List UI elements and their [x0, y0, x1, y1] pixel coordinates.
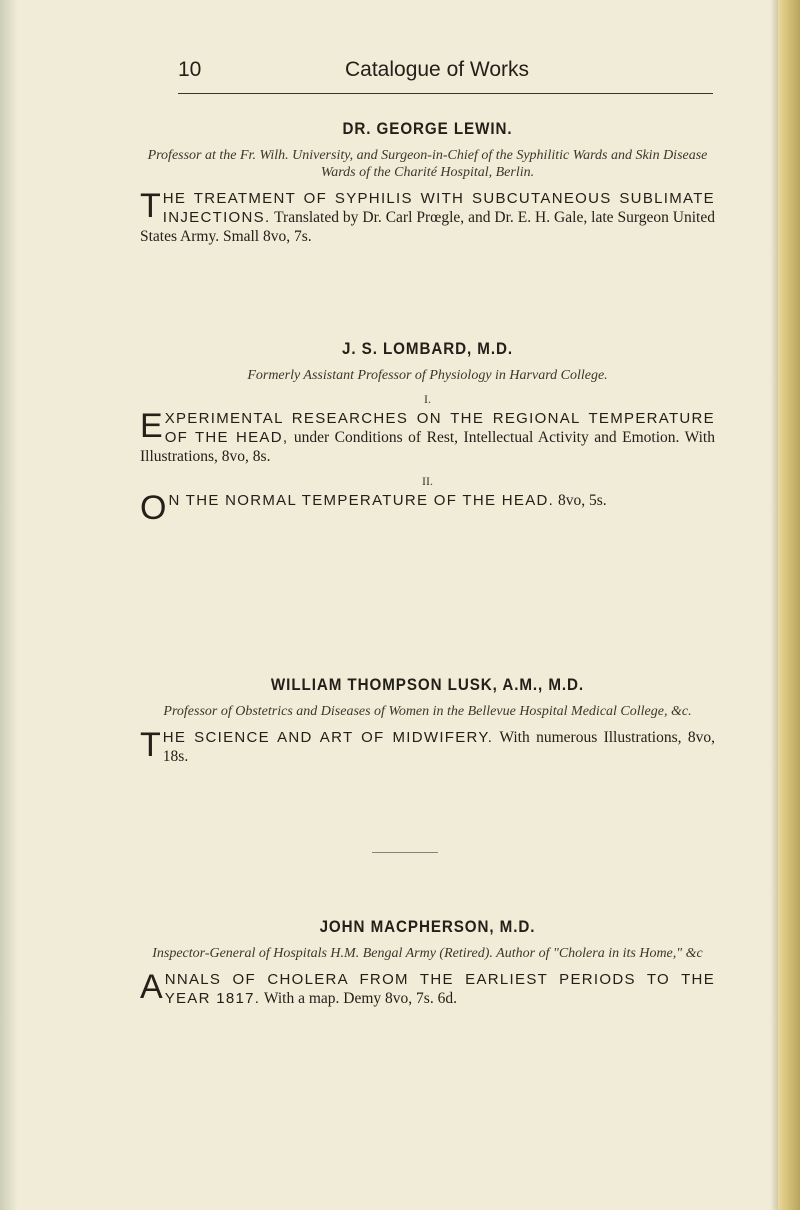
author-affiliation: Professor of Obstetrics and Diseases of Women in the Bellevue Hospital Medical College, &c.: [163, 704, 692, 719]
author-name: DR. GEORGE LEWIN.: [342, 120, 513, 138]
work-title: HE TREATMENT OF SYPHILIS WITH SUBCUTANEOUS SUBLIMATE INJECTIONS.: [162, 190, 715, 226]
work-description: With numerous Illustrations, 8vo, 18s.: [162, 729, 715, 765]
work-numeral: I.: [424, 392, 431, 406]
section-separator: [372, 852, 438, 853]
work-numeral: II.: [422, 474, 433, 488]
catalogue-entry-lombard: [140, 340, 715, 527]
work-item: [140, 489, 715, 527]
drop-cap: O: [140, 489, 167, 527]
work-description: With a map. Demy 8vo, 7s. 6d.: [263, 990, 457, 1007]
running-title: Catalogue of Works: [345, 58, 530, 81]
header-rule: [178, 93, 713, 94]
author-affiliation: Professor at the Fr. Wilh. University, and Surgeon-in-Chief of the Syphilitic Wards and Skin Disease Wards of the Charité Hospital, Berlin.: [147, 148, 708, 180]
work-title: XPERIMENTAL RESEARCHES ON THE REGIONAL TEMPERATURE OF THE HEAD,: [164, 410, 715, 446]
page-edge-shadow: [770, 0, 778, 1210]
running-header: [0, 58, 780, 88]
work-item: [140, 189, 715, 246]
author-name: WILLIAM THOMPSON LUSK, A.M., M.D.: [270, 676, 585, 694]
catalogue-entry-macpherson: [140, 918, 715, 1008]
author-affiliation: Inspector-General of Hospitals H.M. Bengal Army (Retired). Author of "Cholera in its Home," &c: [152, 946, 703, 961]
work-title: HE SCIENCE AND ART OF MIDWIFERY.: [162, 729, 494, 746]
drop-cap: T: [140, 726, 161, 764]
author-name: J. S. LOMBARD, M.D.: [342, 340, 513, 358]
author-name: JOHN MACPHERSON, M.D.: [319, 918, 536, 936]
page-edge: [778, 0, 800, 1210]
work-item: [140, 728, 715, 766]
work-item: [140, 409, 715, 466]
page-number: 10: [178, 58, 202, 81]
drop-cap: A: [140, 968, 163, 1006]
work-description: Translated by Dr. Carl Prœgle, and Dr. E. H. Gale, late Surgeon United States Army. Small 8vo, 7s.: [140, 209, 715, 245]
drop-cap: E: [140, 407, 163, 445]
catalogue-entry-lewin: [140, 120, 715, 246]
author-affiliation: Formerly Assistant Professor of Physiology in Harvard College.: [247, 368, 608, 383]
work-title: NNALS OF CHOLERA FROM THE EARLIEST PERIODS TO THE YEAR 1817.: [164, 971, 715, 1007]
binding-shadow: [0, 0, 18, 1210]
work-description: under Conditions of Rest, Intellectual Activity and Emotion. With Illustrations, 8vo, 8s.: [140, 429, 715, 465]
work-item: [140, 970, 715, 1008]
work-title: N THE NORMAL TEMPERATURE OF THE HEAD.: [168, 492, 555, 509]
work-description: 8vo, 5s.: [557, 492, 607, 509]
drop-cap: T: [140, 187, 161, 225]
catalogue-entry-lusk: [140, 676, 715, 766]
